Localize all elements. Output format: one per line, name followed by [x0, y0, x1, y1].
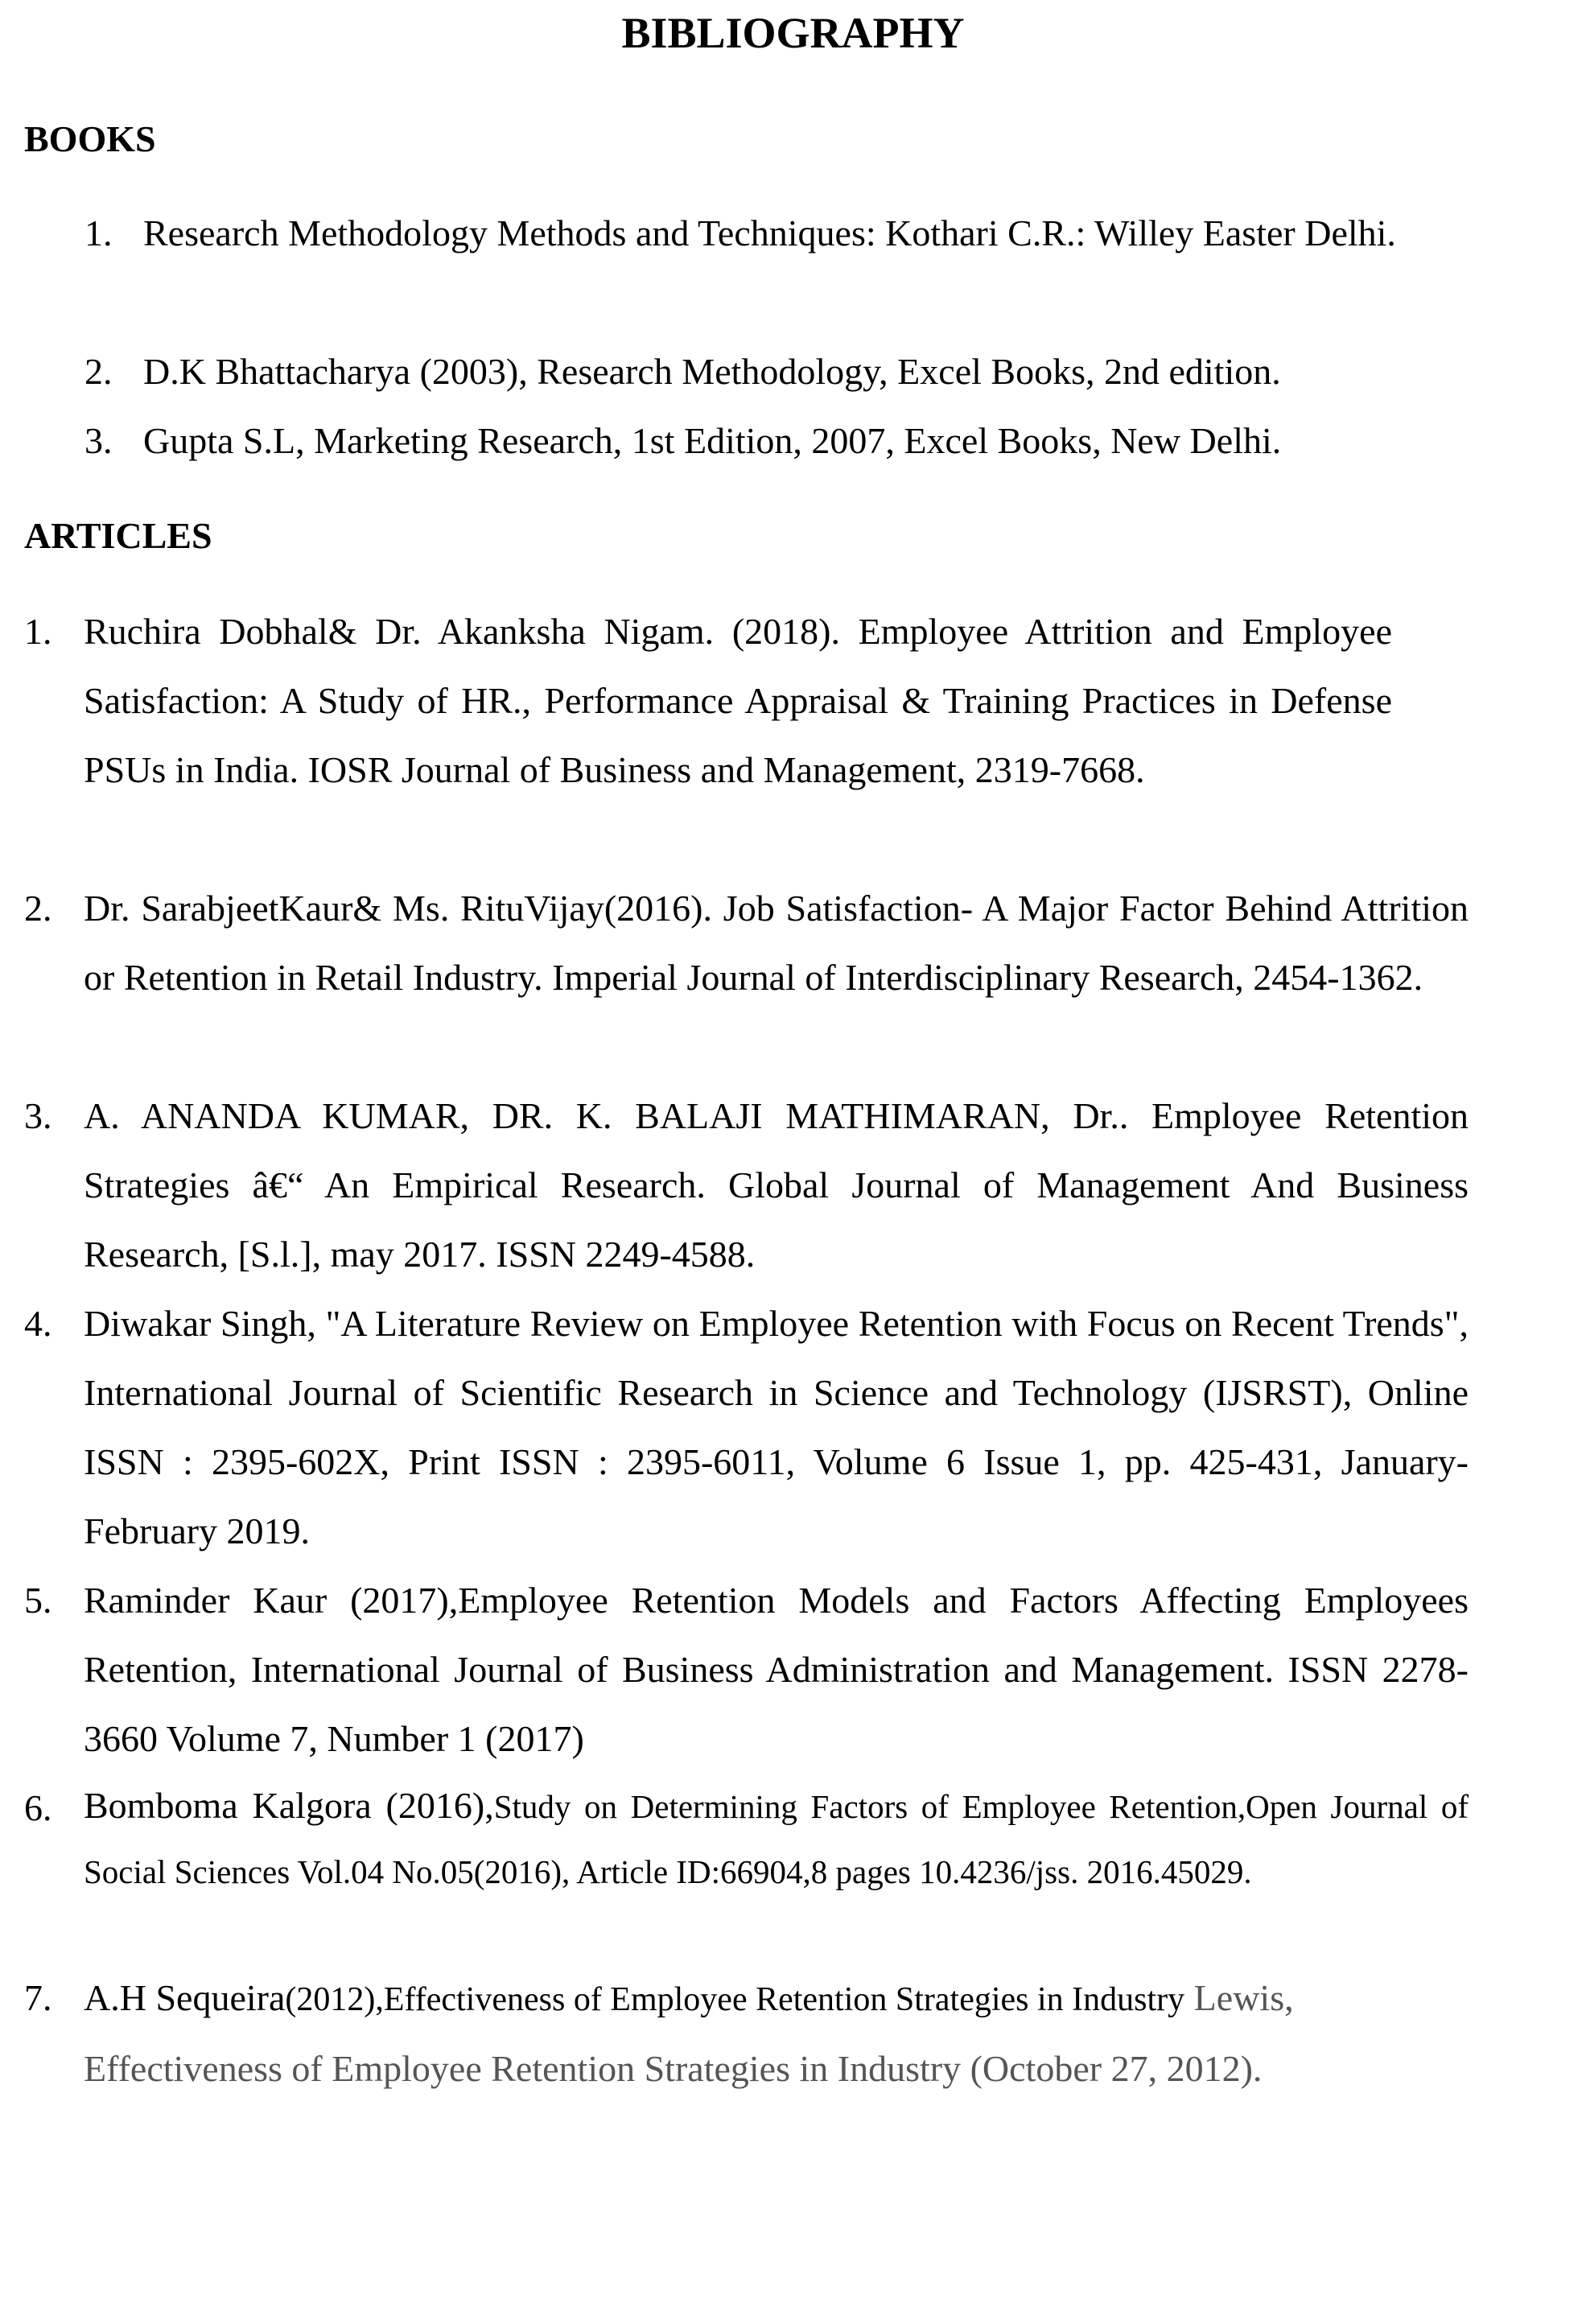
article-text: A. ANANDA KUMAR, DR. K. BALAJI MATHIMARAN, Dr.. Employee Retention Strategies â€“ An Empirical Research. Global Journal of Management And Business Research, [S.l.], may 2017. ISSN 2249-4588.: [84, 1095, 1469, 1275]
article-author: Bomboma Kalgora (2016),: [84, 1785, 494, 1826]
article-entry-5: [24, 1566, 1469, 1774]
book-number: 3.: [84, 420, 113, 461]
article-entry-1: [24, 597, 1392, 805]
article-text: [84, 1963, 1469, 2104]
book-text: D.K Bhattacharya (2003), Research Methodology, Excel Books, 2nd edition.: [143, 351, 1281, 392]
article-number: 2.: [24, 888, 52, 929]
books-heading: BOOKS: [24, 118, 156, 159]
article-number: 3.: [24, 1095, 52, 1136]
article-entry-6: [24, 1774, 1469, 1904]
article-number: 5.: [24, 1580, 52, 1621]
page-title: BIBLIOGRAPHY: [621, 9, 965, 57]
articles-heading: ARTICLES: [24, 515, 212, 556]
article-text: Diwakar Singh, "A Literature Review on Employee Retention with Focus on Recent Trends", International Journal of Scientific Research in Science and Technology (IJSRST), Online ISSN : 2395-602X, Print ISSN : 2395-6011, Volume 6 Issue 1, pp. 425-431, January-February 2019.: [84, 1303, 1469, 1551]
article-number: 6.: [24, 1787, 52, 1828]
book-text: Gupta S.L, Marketing Research, 1st Edition, 2007, Excel Books, New Delhi.: [143, 420, 1282, 461]
article-body: Study on Determining Factors of Employee Retention,Open Journal of Social Sciences Vol.04 No.05(2016), Article ID:66904,8 pages 10.4236/jss. 2016.45029.: [84, 1788, 1469, 1890]
book-entry-1: [84, 199, 1469, 268]
article-text: [84, 1774, 1469, 1904]
article-entry-4: [24, 1289, 1469, 1566]
article-author: A.H Sequeira: [84, 1977, 286, 2018]
book-number: 1.: [84, 212, 113, 253]
article-text: Dr. SarabjeetKaur& Ms. RituVijay(2016). Job Satisfaction- A Major Factor Behind Attrition or Retention in Retail Industry. Imperial Journal of Interdisciplinary Research, 2454-1362.: [84, 888, 1469, 998]
article-entry-3: [24, 1082, 1469, 1289]
article-entry-7: [24, 1963, 1469, 2104]
article-text: Raminder Kaur (2017),Employee Retention Models and Factors Affecting Employees Retention, International Journal of Business Administration and Management. ISSN 2278-3660 Volume 7, Number 1 (2017): [84, 1580, 1469, 1759]
article-number: 7.: [24, 1977, 52, 2018]
article-number: 4.: [24, 1303, 52, 1344]
article-entry-2: [24, 874, 1469, 1012]
article-number: 1.: [24, 611, 52, 652]
book-number: 2.: [84, 351, 113, 392]
book-entry-3: [84, 406, 1469, 476]
book-text: Research Methodology Methods and Techniques: Kothari C.R.: Willey Easter Delhi.: [143, 212, 1396, 253]
article-body: Effectiveness of Employee Retention Strategies in Industry: [383, 1981, 1185, 2018]
book-entry-2: [84, 337, 1469, 406]
article-year: (2012),: [285, 1981, 384, 2018]
article-text: Ruchira Dobhal& Dr. Akanksha Nigam. (2018). Employee Attrition and Employee Satisfaction: A Study of HR., Performance Appraisal & Training Practices in Defense PSUs in India. IOSR Journal of Business and Management, 2319-7668.: [84, 611, 1392, 790]
article-grey-text: Lewis, Effectiveness of Employee Retention Strategies in Industry (October 27, 2012).: [84, 1977, 1294, 2089]
